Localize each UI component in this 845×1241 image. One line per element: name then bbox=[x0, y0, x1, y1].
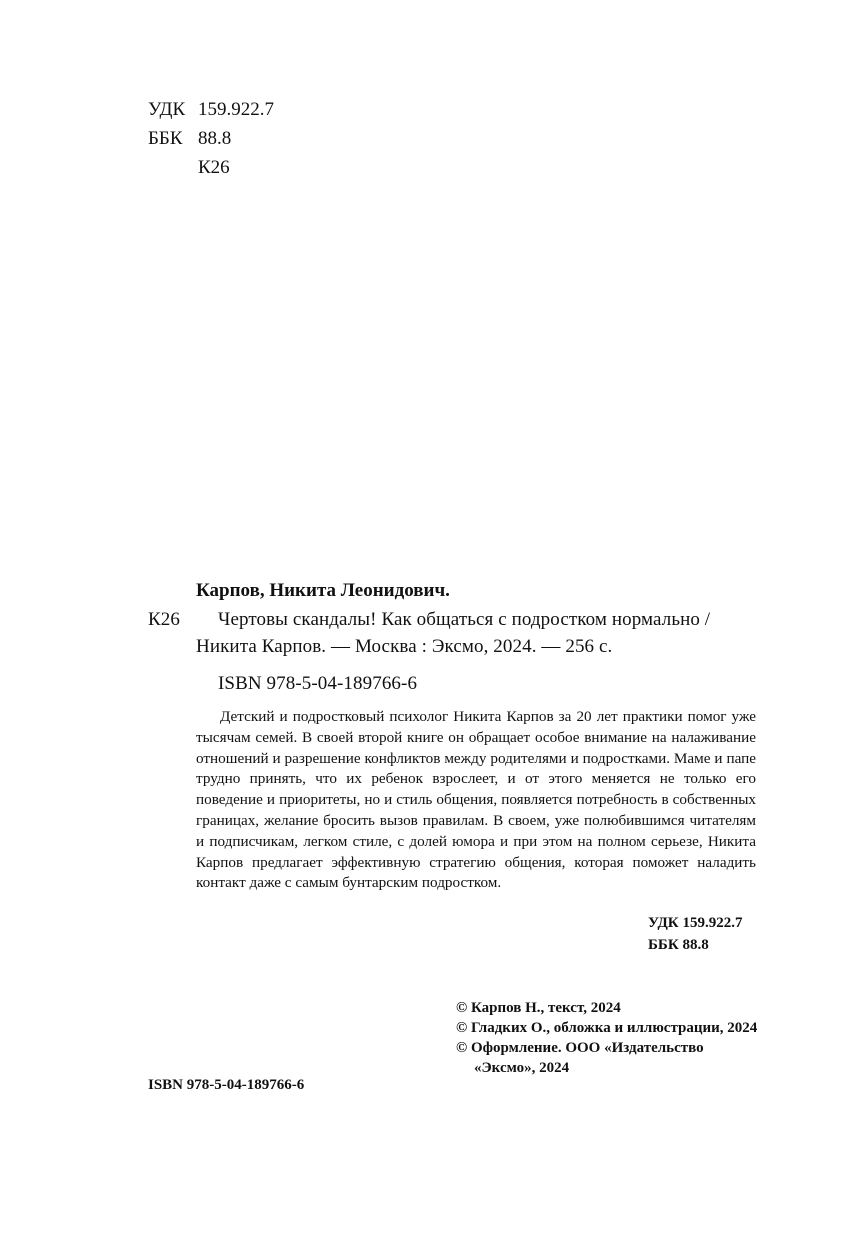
udk-code: УДК 159.922.7 bbox=[648, 915, 743, 931]
annotation-text: Детский и подростковый психолог Никита Карпов за 20 лет практики помог уже тысячам семей. В своей второй книге он обращает особое внимание на налаживание отношений и разрешение конфликтов между родителями и подростками. Маме и папе трудно принять, что их ребенок взрослеет, и от этого меняется не только его поведение и приоритеты, но и стиль общения, появляется потребность в собственных границах, желание бросить вызов правилам. В своем, уже полюбившимся читателям и подписчикам, легком стиле, с долей юмора и при этом на полном серьезе, Никита Карпов предлагает эффективную стратегию общения, которая поможет наладить контакт даже с самым бунтарским подростком. bbox=[196, 708, 756, 892]
udk-line bbox=[148, 95, 274, 124]
author-mark-record: К26 bbox=[148, 609, 180, 630]
author-heading: Карпов, Никита Леонидович. bbox=[196, 580, 450, 601]
copyright-text: © Карпов Н., текст, 2024 bbox=[456, 1000, 621, 1016]
title-line-2: Никита Карпов. — Москва : Эксмо, 2024. — 256 с. bbox=[196, 636, 613, 657]
copyright-block bbox=[456, 998, 766, 1078]
copyright-cover: © Гладких О., обложка и иллюстрации, 2024 bbox=[456, 1020, 758, 1036]
bbk-value: 88.8 bbox=[198, 128, 232, 149]
udk-label: УДК bbox=[148, 99, 186, 120]
classification-codes bbox=[648, 912, 742, 956]
author-mark-top: К26 bbox=[198, 157, 230, 178]
bbk-code: ББК 88.8 bbox=[648, 937, 709, 953]
title-line-1: Чертовы скандалы! Как общаться с подростком нормально / bbox=[218, 609, 711, 630]
bbk-label: ББК bbox=[148, 128, 183, 149]
copyright-design: © Оформление. ООО «Издательство «Эксмо», 2024 bbox=[456, 1040, 704, 1076]
bbk-line bbox=[148, 124, 231, 153]
isbn-bottom: ISBN 978-5-04-189766-6 bbox=[148, 1077, 305, 1093]
udk-value: 159.922.7 bbox=[198, 99, 274, 120]
isbn-record: ISBN 978-5-04-189766-6 bbox=[218, 673, 418, 694]
